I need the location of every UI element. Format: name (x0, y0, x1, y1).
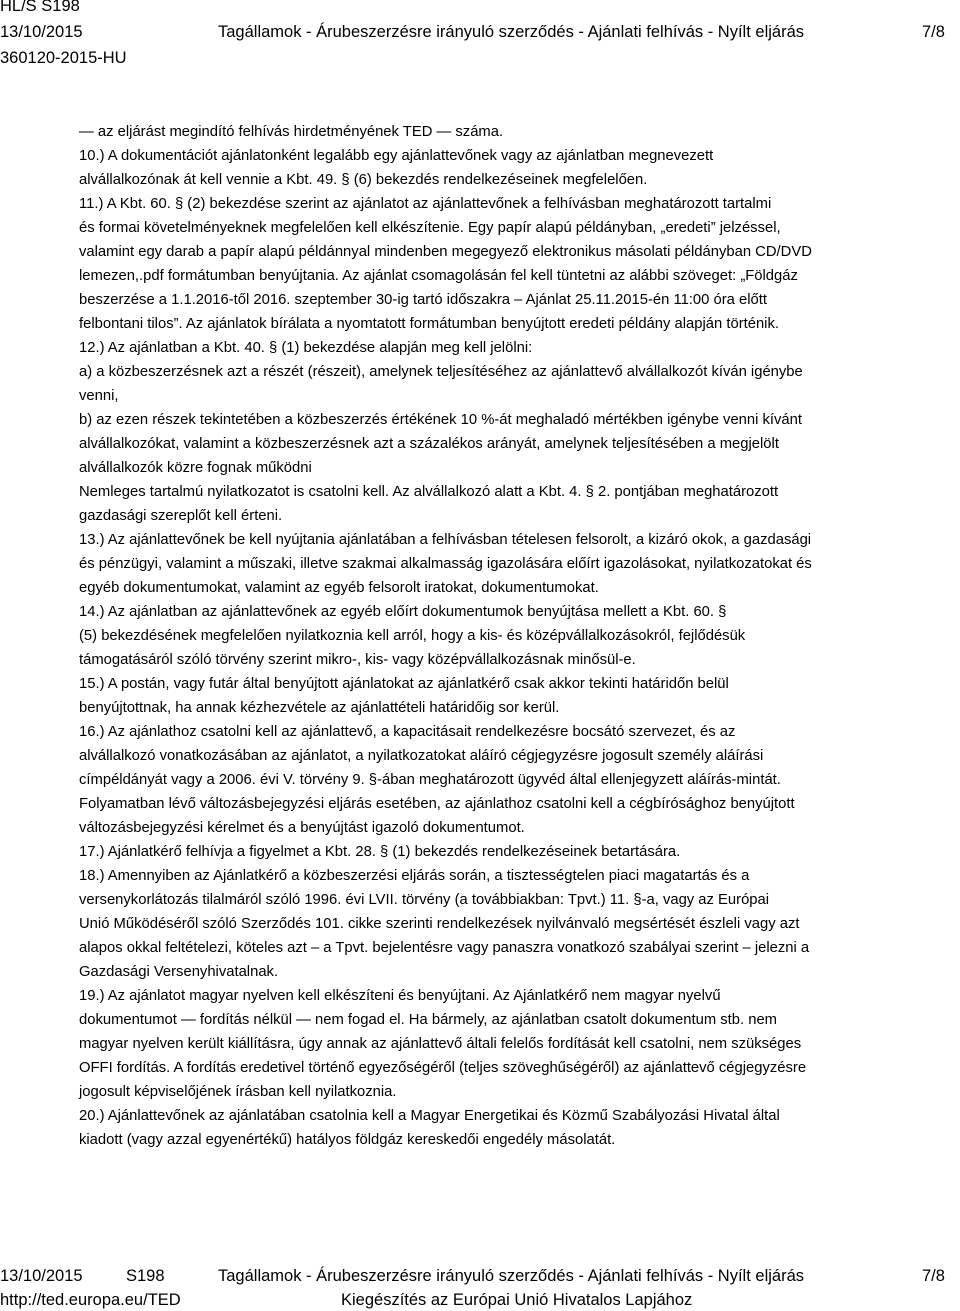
header-date: 13/10/2015 (0, 23, 83, 41)
body-line: támogatásáról szóló törvény szerint mikro-, kis- vagy középvállalkozásnak minősül-e. (79, 652, 636, 668)
body-line: felbontani tilos”. Az ajánlatok bírálata a nyomtatott formátumban benyújtott eredeti példány alapján történik. (79, 316, 779, 332)
body-line: versenykorlátozás tilalmáról szóló 1996. évi LVII. törvény (a továbbiakban: Tpvt.) 11. §-a, vagy az Európai (79, 892, 770, 908)
header-doc-id: 360120-2015-HU (0, 49, 127, 67)
body-line: változásbejegyzési kérelmet és a benyújtást igazoló dokumentumot. (79, 820, 525, 836)
body-line: lemezen,.pdf formátumban benyújtania. Az ajánlat csomagolásán fel kell tüntetni az alábbi szöveget: „Földgáz (79, 268, 798, 284)
body-line: a) a közbeszerzésnek azt a részét (részeit), amelynek teljesítéséhez az ajánlattevő alvállalkozót kíván igénybe (79, 364, 803, 380)
body-line: dokumentumot — fordítás nélkül — nem fogad el. Ha bármely, az ajánlatban csatolt dokumentum stb. nem (79, 1012, 777, 1028)
body-line: 15.) A postán, vagy futár által benyújtott ajánlatokat az ajánlatkérő csak akkor tekinti határidőn belül (79, 676, 729, 692)
body-line: alvállalkozókat, valamint a közbeszerzésnek azt a százalékos arányát, amelynek teljesítésében a megjelölt (79, 436, 779, 452)
body-line: benyújtottnak, ha annak kézhezvétele az ajánlattételi határidőig sor kerül. (79, 700, 560, 716)
body-line: magyar nyelven került kiállításra, úgy annak az ajánlattevő általi felelős fordítását kell csatolni, nem szükséges (79, 1036, 802, 1052)
body-line: alvállalkozó vonatkozásában az ajánlatot, a nyilatkozatokat aláíró cégjegyzésre jogosult személy aláírási (79, 748, 764, 764)
footer-date: 13/10/2015 (0, 1267, 83, 1285)
body-line: 16.) Az ajánlathoz csatolni kell az ajánlattevő, a kapacitásait rendelkezésre bocsátó szervezet, és az (79, 724, 736, 740)
body-line: beszerzése a 1.1.2016-től 2016. szeptember 30-ig tartó időszakra – Ajánlat 25.11.2015-én 11:00 óra előtt (79, 292, 767, 308)
body-line: alvállalkozónak át kell vennie a Kbt. 49. § (6) bekezdés rendelkezéseinek megfelelően. (79, 172, 648, 188)
footer-supplement: Kiegészítés az Európai Unió Hivatalos Lapjához (341, 1291, 693, 1309)
body-line: jogosult képviselőjének írásban kell nyilatkoznia. (79, 1084, 397, 1100)
body-line: venni, (79, 388, 119, 404)
body-line: 11.) A Kbt. 60. § (2) bekezdése szerint az ajánlatot az ajánlattevőnek a felhívásban meghatározott tartalmi (79, 196, 772, 212)
body-line: gazdasági szereplőt kell érteni. (79, 508, 283, 524)
footer-url[interactable]: http://ted.europa.eu/TED (0, 1291, 181, 1309)
body-line: (5) bekezdésének megfelelően nyilatkoznia kell arról, hogy a kis- és középvállalkozásokról, fejlődésük (79, 628, 746, 644)
body-line: valamint egy darab a papír alapú példánnyal mindenben megegyező elektronikus másolati példányban CD/DVD (79, 244, 812, 260)
body-line: — az eljárást megindító felhívás hirdetményének TED — száma. (79, 124, 504, 140)
footer-series: S198 (126, 1267, 165, 1285)
body-line: 10.) A dokumentációt ajánlatonként legalább egy ajánlattevőnek vagy az ajánlatban megnevezett (79, 148, 714, 164)
body-line: alvállalkozók közre fognak működni (79, 460, 312, 476)
body-line: 20.) Ajánlattevőnek az ajánlatában csatolnia kell a Magyar Energetikai és Közmű Szabályozási Hivatal által (79, 1108, 780, 1124)
body-line: 12.) Az ajánlatban a Kbt. 40. § (1) bekezdése alapján meg kell jelölni: (79, 340, 533, 356)
body-line: Nemleges tartalmú nyilatkozatot is csatolni kell. Az alvállalkozó alatt a Kbt. 4. § 2. pontjában meghatározott (79, 484, 779, 500)
body-line: és formai követelményeknek megfelelően kell elkészítenie. Egy papír alapú példányban, „eredeti” jelzéssel, (79, 220, 781, 236)
body-line: egyéb dokumentumokat, valamint az egyéb felsorolt iratokat, dokumentumokat. (79, 580, 599, 596)
footer-title: Tagállamok - Árubeszerzésre irányuló szerződés - Ajánlati felhívás - Nyílt eljárás (218, 1267, 804, 1285)
body-line: b) az ezen részek tekintetében a közbeszerzés értékének 10 %-át meghaladó mértékben igénybe venni kívánt (79, 412, 803, 428)
body-line: 17.) Ajánlatkérő felhívja a figyelmet a Kbt. 28. § (1) bekezdés rendelkezéseinek betartására. (79, 844, 681, 860)
footer-page-number: 7/8 (922, 1267, 945, 1285)
body-line: Folyamatban lévő változásbejegyzési eljárás esetében, az ajánlathoz csatolni kell a cégbírósághoz benyújtott (79, 796, 795, 812)
body-line: címpéldányát vagy a 2006. évi V. törvény 9. §-ában meghatározott ügyvéd által ellenjegyzett aláírás-mintát. (79, 772, 781, 788)
body-line: 13.) Az ajánlattevőnek be kell nyújtania ajánlatában a felhívásban tételesen felsorolt, a kizáró okok, a gazdasági (79, 532, 812, 548)
body-line: 19.) Az ajánlatot magyar nyelven kell elkészíteni és benyújtani. Az Ajánlatkérő nem magyar nyelvű (79, 988, 721, 1004)
header-title: Tagállamok - Árubeszerzésre irányuló szerződés - Ajánlati felhívás - Nyílt eljárás (218, 23, 804, 41)
header-page-number: 7/8 (922, 23, 945, 41)
body-line: OFFI fordítás. A fordítás eredetivel történő egyezőségéről (teljes szöveghűségéről) az ajánlattevő cégjegyzésre (79, 1060, 807, 1076)
body-line: és pénzügyi, valamint a műszaki, illetve szakmai alkalmasság igazolására előírt igazolásokat, nyilatkozatokat és (79, 556, 812, 572)
body-line: kiadott (vagy azzal egyenértékű) hatályos földgáz kereskedői engedély másolatát. (79, 1132, 616, 1148)
header-doc-code: HL/S S198 (0, 0, 80, 15)
body-line: alapos okkal feltételezi, köteles azt – a Tpvt. bejelentésre vagy panaszra vonatkozó szabályai szerint – jelezni a (79, 940, 810, 956)
body-line: 14.) Az ajánlatban az ajánlattevőnek az egyéb előírt dokumentumok benyújtása mellett a Kbt. 60. § (79, 604, 727, 620)
document-body (79, 120, 959, 1152)
body-line: 18.) Amennyiben az Ajánlatkérő a közbeszerzési eljárás során, a tisztességtelen piaci magatartás és a (79, 868, 750, 884)
body-line: Gazdasági Versenyhivatalnak. (79, 964, 279, 980)
body-line: Unió Működéséről szóló Szerződés 101. cikke szerinti rendelkezések nyilvánvaló megsértését észleli vagy azt (79, 916, 800, 932)
